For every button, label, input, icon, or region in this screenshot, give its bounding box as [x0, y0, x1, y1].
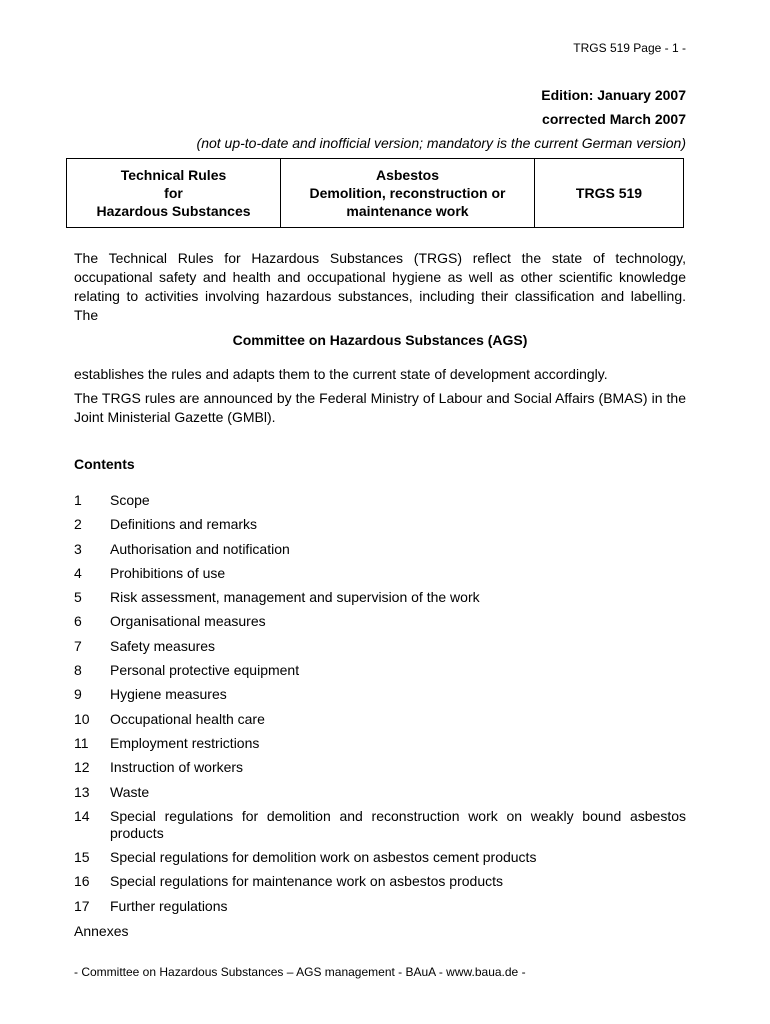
toc-number: 11	[74, 734, 89, 751]
toc-label: Hygiene measures	[110, 686, 227, 703]
toc-number: 10	[74, 710, 90, 727]
toc-number: 7	[74, 637, 82, 654]
edition-date: Edition: January 2007	[541, 87, 686, 103]
title-subject-line-1: Asbestos	[375, 167, 440, 183]
toc-item	[74, 711, 686, 728]
toc-label: Definitions and remarks	[110, 516, 258, 533]
toc-number: 9	[74, 686, 82, 703]
toc-label: Personal protective equipment	[110, 662, 300, 679]
toc-item	[74, 516, 686, 533]
announcement-paragraph: The TRGS rules are announced by the Federal Ministry of Labour and Social Affairs (BMAS) in the Joint Ministerial Gazette (GMBl).	[74, 390, 686, 425]
title-subject-line-3: maintenance work	[346, 203, 469, 219]
toc-number: 17	[74, 897, 90, 914]
toc-number: 12	[74, 759, 90, 776]
toc-item	[74, 759, 686, 776]
toc-label: Authorisation and notification	[110, 540, 290, 557]
toc-label: Prohibitions of use	[110, 564, 226, 581]
toc-number: 1	[74, 492, 82, 508]
corrected-date: corrected March 2007	[542, 111, 686, 127]
title-rules-line-3: Hazardous Substances	[96, 203, 251, 219]
toc-number: 16	[74, 873, 90, 890]
toc-item	[74, 735, 686, 752]
toc-number: 14	[74, 807, 90, 824]
table-of-contents	[74, 492, 686, 922]
intro-paragraph: The Technical Rules for Hazardous Substances (TRGS) reflect the state of technology, occupational safety and health and occupational hygiene as well as other scientific knowledge relating to activities involving hazardous substances, including their classification and labelling. The	[74, 250, 686, 323]
toc-item	[74, 784, 686, 801]
toc-number: 15	[74, 849, 90, 866]
toc-label: Special regulations for demolition and reconstruction work on weakly bound asbestos products	[110, 807, 686, 841]
toc-item	[74, 541, 686, 558]
title-rules-line-2: for	[164, 185, 183, 201]
toc-number: 4	[74, 564, 82, 581]
toc-item	[74, 898, 686, 915]
toc-item	[74, 492, 686, 509]
toc-label: Risk assessment, management and supervision of the work	[110, 589, 480, 606]
toc-item	[74, 686, 686, 703]
toc-label: Safety measures	[110, 637, 216, 654]
toc-item	[74, 662, 686, 679]
toc-label: Special regulations for maintenance work on asbestos products	[110, 873, 503, 890]
toc-label: Further regulations	[110, 897, 228, 914]
toc-item	[74, 613, 686, 630]
toc-number: 6	[74, 613, 82, 630]
page-number-header: TRGS 519 Page - 1 -	[573, 41, 686, 55]
toc-item	[74, 849, 686, 866]
title-table	[66, 158, 684, 228]
toc-label: Occupational health care	[110, 710, 265, 727]
committee-heading: Committee on Hazardous Substances (AGS)	[232, 332, 528, 348]
toc-label: Instruction of workers	[110, 759, 244, 776]
toc-number: 5	[74, 589, 82, 606]
version-note: (not up-to-date and inofficial version; mandatory is the current German version)	[196, 135, 686, 151]
toc-item	[74, 638, 686, 655]
toc-item	[74, 873, 686, 890]
toc-number: 3	[74, 540, 82, 557]
toc-label: Waste	[110, 783, 150, 800]
title-subject-line-2: Demolition, reconstruction or	[309, 185, 506, 201]
toc-item	[74, 808, 686, 842]
toc-number: 8	[74, 662, 82, 679]
toc-label: Special regulations for demolition work on asbestos cement products	[110, 849, 537, 866]
annexes-label: Annexes	[74, 923, 129, 939]
establishes-paragraph: establishes the rules and adapts them to the current state of development accordingly.	[74, 366, 608, 382]
toc-item	[74, 589, 686, 606]
toc-item	[74, 565, 686, 582]
toc-label: Employment restrictions	[110, 734, 260, 751]
toc-number: 2	[74, 516, 82, 533]
toc-label: Scope	[110, 492, 150, 508]
page-footer: - Committee on Hazardous Substances – AGS management - BAuA - www.baua.de -	[74, 965, 526, 979]
title-cell-subject	[281, 159, 535, 228]
title-cell-code: TRGS 519	[535, 159, 684, 228]
contents-heading: Contents	[74, 456, 135, 472]
toc-number: 13	[74, 783, 90, 800]
title-rules-line-1: Technical Rules	[120, 167, 227, 183]
title-cell-rules	[67, 159, 281, 228]
toc-label: Organisational measures	[110, 613, 266, 630]
